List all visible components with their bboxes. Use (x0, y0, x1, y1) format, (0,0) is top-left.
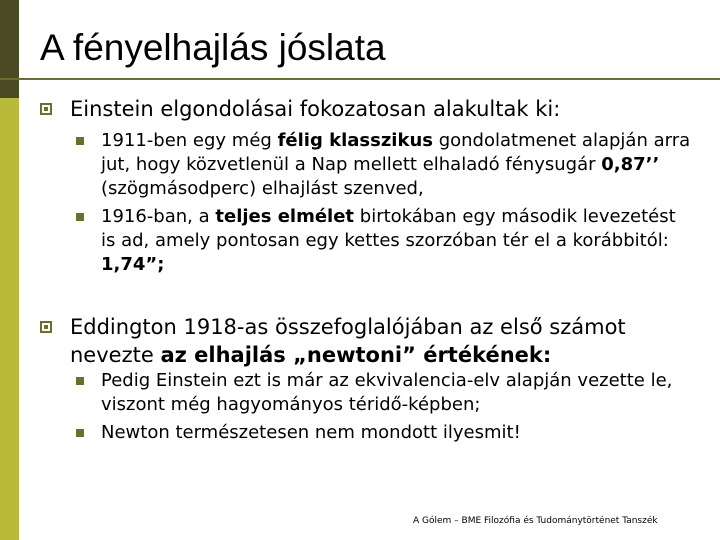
bullet-eddington (70, 313, 670, 369)
square-bullet-icon (76, 213, 84, 221)
subbullet-1911-part: (szögmásodperc) elhajlást szenved, (101, 178, 424, 199)
bullet-eddington-emph: az elhajlás „newtoni” értékének: (160, 343, 552, 367)
square-bullet-icon (76, 137, 84, 145)
square-bullet-icon (40, 103, 52, 115)
title-divider (0, 78, 720, 80)
square-bullet-icon (76, 377, 84, 385)
subbullet-1911-value: 0,87’’ (601, 154, 660, 175)
subbullet-1911 (101, 129, 691, 201)
subbullet-1916-value: 1,74”; (101, 254, 165, 275)
subbullet-1916-part: birtokában egy második levezetést is ad, amely pontosan egy kettes szorzóban tér el a korábbitól: (101, 206, 676, 251)
slide-footer: A Gólem – BME Filozófia és Tudománytörténet Tanszék (413, 516, 658, 526)
square-bullet-icon (76, 429, 84, 437)
bullet-einstein: Einstein elgondolásai fokozatosan alakultak ki: (70, 97, 561, 121)
subbullet-1916-emph: teljes elmélet (215, 206, 355, 227)
subbullet-newton: Newton természetesen nem mondott ilyesmit! (101, 422, 521, 443)
left-accent-bar-top (0, 0, 19, 98)
subbullet-1911-part: 1911-ben egy még (101, 130, 278, 151)
slide-title: A fényelhajlás jóslata (40, 27, 386, 68)
square-bullet-icon (40, 321, 52, 333)
subbullet-1911-part: gondolatmenet alapján arra jut, hogy közvetlenül a Nap mellett elhaladó fénysugár (101, 130, 691, 175)
subbullet-1916 (101, 205, 691, 277)
subbullet-equivalence: Pedig Einstein ezt is már az ekvivalencia-elv alapján vezette le, viszont még hagyományos téridő-képben; (101, 370, 673, 415)
bullet-eddington-part: Eddington 1918-as összefoglalójában az első számot nevezte (70, 315, 626, 367)
subbullet-1916-part: 1916-ban, a (101, 206, 216, 227)
subbullet-1911-emph: félig klasszikus (277, 130, 433, 151)
